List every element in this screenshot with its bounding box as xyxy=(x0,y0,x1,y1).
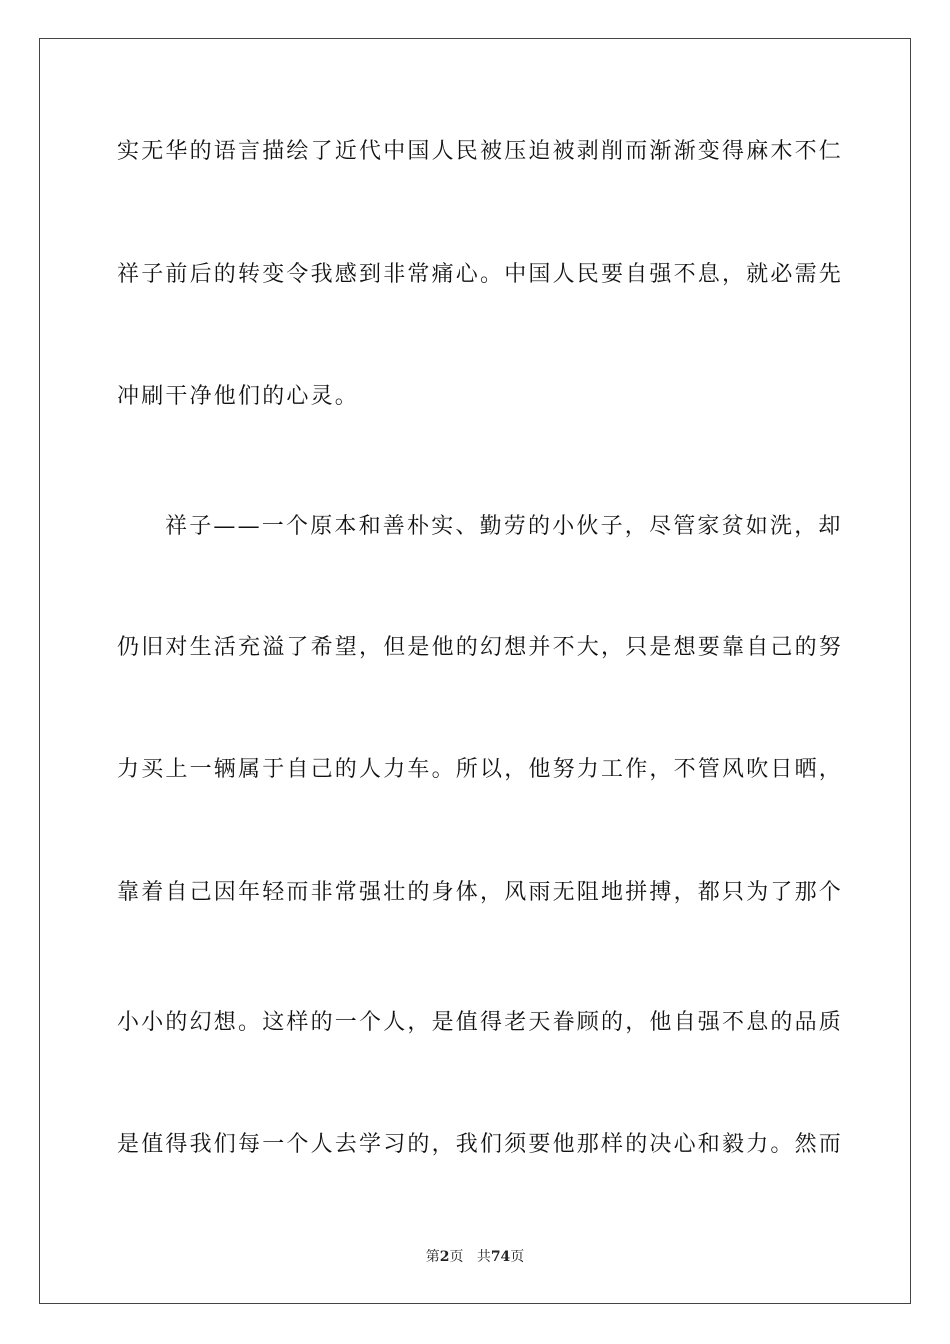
body-line-1: 实无华的语言描绘了近代中国人民被压迫被剥削而渐渐变得麻木不仁 xyxy=(117,139,844,164)
body-line-3: 冲刷干净他们的心灵。 xyxy=(117,384,360,409)
body-line-5: 仍旧对生活充溢了希望，但是他的幻想并不大，只是想要靠自己的努 xyxy=(117,635,844,660)
body-line-8: 小小的幻想。这样的一个人，是值得老天眷顾的，他自强不息的品质 xyxy=(117,1010,844,1035)
body-line-2: 祥子前后的转变令我感到非常痛心。中国人民要自强不息，就必需先 xyxy=(117,262,844,287)
page-prefix: 第 xyxy=(425,1249,440,1265)
page-footer xyxy=(0,1247,950,1267)
body-line-7: 靠着自己因年轻而非常强壮的身体，风雨无阻地拼搏，都只为了那个 xyxy=(117,880,844,905)
page-border xyxy=(39,38,911,1304)
body-line-6: 力买上一辆属于自己的人力车。所以，他努力工作，不管风吹日晒， xyxy=(117,757,844,782)
page-number: 2 xyxy=(439,1249,450,1265)
total-pages: 74 xyxy=(490,1249,511,1265)
page-suffix: 页 xyxy=(449,1249,464,1265)
total-suffix: 页 xyxy=(510,1249,525,1265)
body-line-9: 是值得我们每一个人去学习的，我们须要他那样的决心和毅力。然而 xyxy=(117,1132,844,1157)
total-prefix: 共 xyxy=(476,1249,491,1265)
body-line-4-paragraph-start: 祥子——一个原本和善朴实、勤劳的小伙子，尽管家贫如洗，却 xyxy=(165,514,843,539)
